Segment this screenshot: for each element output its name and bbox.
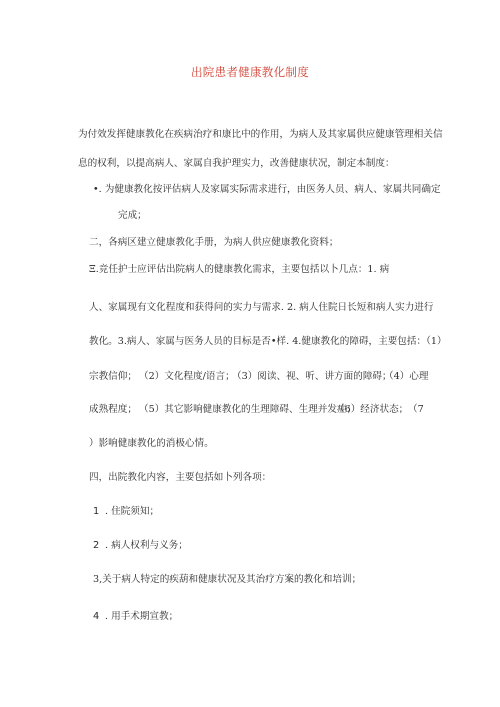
item-4: 四，出院教化内容，主要包括如卜列各项： (89, 472, 272, 483)
item-3-line-5-part-a: 成熟程度； (89, 404, 137, 415)
sub-item-2 (93, 540, 293, 552)
item-3-line-3: 教化。3.病人、家属与医务人员的目标是否•样. 4.健康教化的障碍，主要包括：（1） (89, 336, 447, 347)
item-3-line-4-part-d: （4）心理 (384, 371, 429, 382)
intro-line-1: 为付效发挥健康教化在疾病治疗和康比中的作用，为病人及其家属供应健康管理相关信 (78, 129, 443, 140)
sub-item-4 (93, 611, 293, 623)
item-3-line-5 (89, 404, 429, 416)
sub-item-4-number: 4 (93, 611, 100, 622)
item-3-line-4-part-b: （2）文化程度/语言； (139, 371, 235, 382)
item-3-line-4-part-a: 宗教信仰； (89, 371, 137, 382)
item-2: 二，各病区建立健康教化手册，为病人供应健康教化资料； (89, 237, 339, 248)
item-3-line-5-part-c: （6）经济状态； (335, 404, 409, 415)
item-3-line-1: Ξ.竞任护士应评估出院病人的健康教化需求，主要包括以卜几点：1. 病 (89, 264, 390, 275)
sub-item-3: 3,关于病人特定的疾葫和健康状况及其治疗方案的教化和培训； (93, 574, 362, 585)
item-3-line-4-part-c: （3）阅读、视、听、讲方面的障碍； (232, 371, 392, 382)
intro-line-2: 息的权利，以提高病人、家属自我护理实力，改善健康状况，制定本制度： (78, 158, 395, 169)
item-3-line-2: 人、家属现有文化程度和获得问的实力与需求. 2. 病人住院日长短和病人实力进行 (89, 302, 434, 313)
sub-item-1 (93, 506, 293, 518)
sub-item-1-number: 1 (93, 506, 100, 517)
sub-item-2-text: . 病人权利与义务； (105, 540, 188, 551)
document-title: 出院患者健康教化制度 (191, 65, 309, 79)
item-3-line-6: ）影响健康教化的消极心情。 (89, 438, 214, 449)
item-1-line-2: 完成； (118, 210, 147, 221)
item-1-line-1: •. 为健康教化按评估病人及家属实际需求进行，由医务人员、病人、家属共同确定 (93, 184, 441, 195)
sub-item-2-number: 2 (93, 540, 100, 551)
sub-item-1-text: . 住院须知； (105, 506, 160, 517)
item-3-line-5-part-d: （7 (408, 404, 424, 415)
item-3-line-4 (89, 371, 429, 383)
item-3-line-5-part-b: （5）其它影响健康教化的生理障碍、生理并发症； (139, 404, 357, 415)
sub-item-4-text: . 用手术期宣教； (105, 611, 179, 622)
